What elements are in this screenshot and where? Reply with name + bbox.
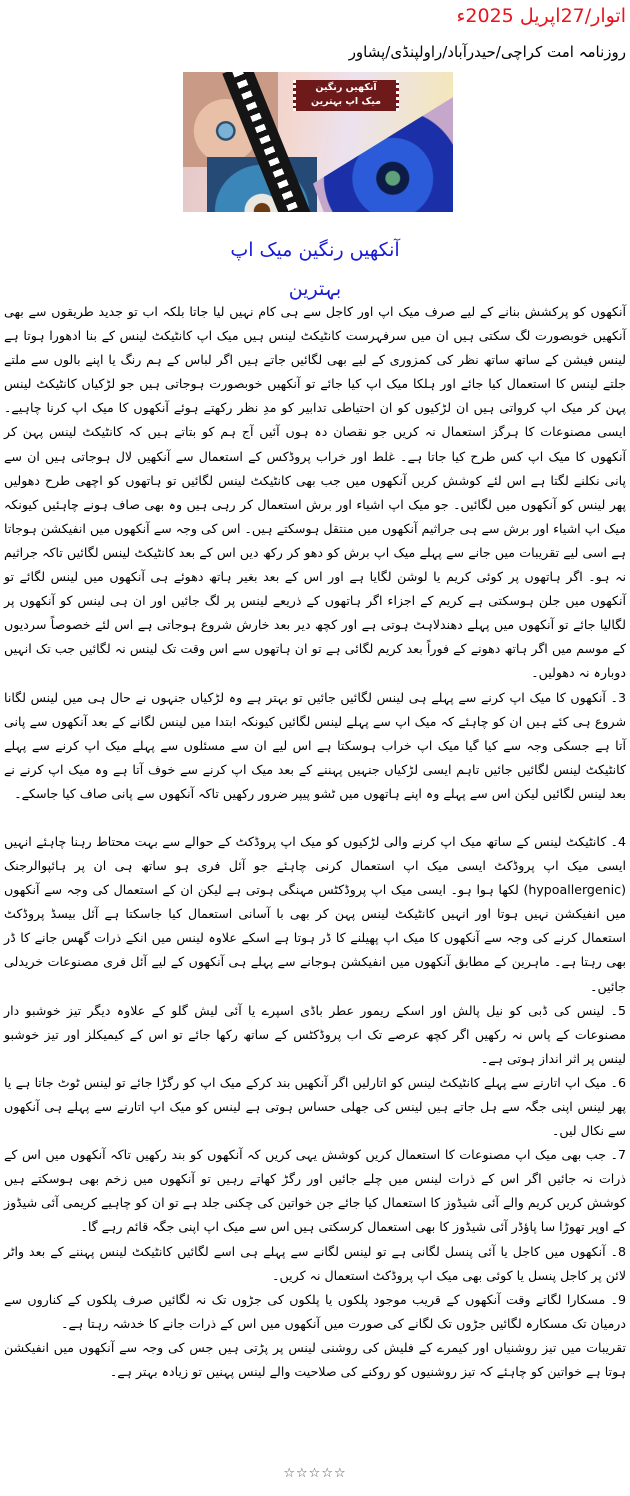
hero-badge-line-2: میک اپ بہترین — [311, 96, 381, 107]
paragraph-7: 7۔ جب بھی میک اپ مصنوعات کا استعمال کریں کوشش یہی کریں کہ آنکھوں کو بند رکھیں تاکہ آنکھوں میں اس کے ذرات نہ جائیں اگر اس کے ذرات لینس میں چلے جائیں اور رگڑ کھاتے رہیں تو آنکھوں میں زخم بھی ہوسکتے ہیں کوشش کریں کریم والے آئی شیڈوز کا استعمال کیا جائے جن خواتین کی چکنی جلد ہے تو ان کو چاہیے کریمی آئی شیڈوز کے اوپر تھوڑا سا پاؤڈر آئی شیڈوز کا بھی استعمال کرسکتی ہیں اس سے میک اپ اپنی جگہ قائم رہے گا۔ — [4, 1147, 626, 1235]
hero-badge — [293, 80, 399, 111]
paragraph-6: 6۔ میک اپ اتارنے سے پہلے کانٹیکٹ لینس کو اتارلیں اگر آنکھیں بند کرکے میک اپ کو رگڑا جائے تو لینس ٹوٹ جاتا ہے یا پھر لینس اپنی جگہ سے ہل جاتے ہیں لینس کی جھلی حساس ہوتی ہے لینس کو میک اپ اتارنے سے پہلے ہی آنکھوں سے نکال لیں۔ — [4, 1074, 626, 1139]
paragraph-spacer — [4, 806, 626, 830]
hero-badge-line-1: آنکھیں رنگین — [315, 82, 377, 93]
article-subtitle: بہترین — [288, 278, 342, 300]
paragraph-4: 4۔ کانٹیکٹ لینس کے ساتھ میک اپ کرنے والی لڑکیوں کو میک اپ پروڈکٹ کے حوالے سے بہت محتاط رہنا چاہئے انہیں ایسی میک اپ پروڈکٹ ایسی میک اپ استعمال کرنی چاہئے جو آئل فری ہو ساتھ ہی ان پر ہائپوالرجنک (hypoallergenic) لکھا ہوا ہو۔ ایسی میک اپ پروڈکٹس مہنگی ہوتی ہے لیکن ان کے استعمال کی وجہ سے آنکھوں میں انفیکشن نہیں ہوتا اور انہیں کانٹیکٹ لینس پہن کر بھی با آسانی استعمال کیا جاسکتا ہے آئل بیسڈ پروڈکٹ استعمال کرنے کی وجہ سے آنکھوں کا میک اپ پھیلنے کا ڈر ہوتا ہے اسکے علاوہ لینس میں انکے ذرات گھس جانے کا ڈر بھی رہتا ہے۔ ماہرین کے مطابق آنکھوں میں انفیکشن ہوجانے سے پہلے ہی آنکھوں کے لیے آئل فری مصنوعات خریدلی جائیں۔ — [4, 833, 626, 994]
end-of-article-stars: ☆☆☆☆☆ — [283, 1466, 347, 1481]
paragraph-3: 3۔ آنکھوں کا میک اپ کرنے سے پہلے ہی لینس لگائیں جائیں تو بہتر ہے وہ لڑکیاں جنہوں نے حال ہی میں لینس لگانا شروع ہی کئے ہیں ان کو چاہئے کہ میک اپ سے پہلے لینس لگائیں کیونکہ ابتدا میں لینس لگانے کے بعد آنکھوں سے پانی آتا ہے جسکی وجہ سے کیا گیا میک اپ خراب ہوسکتا ہے اس لیے ان سے مسئلوں سے پہلے میک اپ کرنے سے پہلے کانٹیکٹ لینس لگائیں جائیں تاہم ایسی لڑکیاں جنہیں پہننے کے بعد میک اپ کرنے سے خوف آتا ہے وہ میک اپ کرنے نے بعد لینس لگائیں لیکن اس سے پہلے وہ اپنے ہاتھوں میں ٹشو پیپر ضرور رکھیں تاکہ آنکھوں سے پانی صاف کیا جاسکے۔ — [4, 689, 626, 801]
publication-date: اتوار/27اپریل 2025ء — [456, 5, 626, 27]
newspaper-source: روزنامہ امت کراچی/حیدرآباد/راولپنڈی/پشاور — [348, 43, 626, 61]
article-body — [4, 300, 626, 1384]
paragraph-8: 8۔ آنکھوں میں کاجل یا آئی پنسل لگانی ہے تو لینس لگانے سے پہلے ہی اسے لگائیں کانٹیکٹ لینس پہننے کے بعد واٹر لائن پر کاجل پنسل یا کوئی بھی میک اپ پروڈکٹ استعمال نہ کریں۔ — [4, 1243, 626, 1283]
paragraph-9: 9۔ مسکارا لگاتے وقت آنکھوں کے قریب موجود پلکوں یا پلکوں کی جڑوں تک نہ لگائیں صرف پلکوں کے کناروں سے درمیان تک مسکارہ لگائیں جڑوں تک لگانے کی صورت میں آنکھوں میں اس کے ذرات جانے کا خدشہ رہتا ہے۔ — [4, 1291, 626, 1331]
paragraph-5: 5۔ لینس کی ڈبی کو نیل پالش اور اسکے ریمور عطر باڈی اسپرے یا آئی لیش گلو کے علاوہ دیگر تیز خوشبو دار مصنوعات کے پاس نہ رکھیں اگر کچھ عرصے تک اب پروڈکٹس کے ساتھ رکھا جائے تو اس کے کیمیکلز اور تیز خوشبو لینس پر اثر انداز ہوتی ہے۔ — [4, 1002, 626, 1066]
hero-image — [183, 72, 453, 212]
paragraph-closing: تقریبات میں تیز روشنیاں اور کیمرے کے فلیش کی روشنی لینس پر پڑتی ہیں جس کی وجہ سے آنکھوں میں انفیکشن ہوتا ہے خواتین کو چاہئے کہ تیز روشنیوں کو روکنے کی صلاحیت والے لینس پہنیں تو زیادہ بہتر ہے۔ — [4, 1339, 626, 1380]
article-title: آنکھیں رنگین میک اپ — [230, 239, 400, 261]
paragraph-intro: آنکھوں کو پرکشش بنانے کے لیے صرف میک اپ اور کاجل سے ہی کام نہیں لیا جاتا بلکہ اب تو جدید طریقوں سے بھی آنکھیں خوبصورت لگ سکتی ہیں ان میں سرفہرست کانٹیکٹ لینس ہیں میک اپ کانٹیکٹ لینس کے بنا ادھورا ہوتا ہے لینس فیشن کے ساتھ ساتھ نظر کی کمزوری کے لیے بھی لگائیں جاتے ہیں اگر لباس کے ہم رنگ یا اپنے بالوں سے ملتے جلتے لینس کا استعمال کیا جائے اور ہلکا میک اپ کیا جائے تو آنکھیں خوبصورت ہوجاتی ہیں جو لڑکیاں کانٹیکٹ لینس پہن کر میک اپ کرواتی ہیں ان لڑکیوں کو ان احتیاطی تدابیر کو مدِ نظر رکھتے ہوئے آنکھوں کا میک اپ کرنا چاہیے۔ ایسی مصنوعات کا ہرگز استعمال نہ کریں جو نقصان دہ ہوں آئیں آج ہم کو بتاتے ہیں کہ کانٹیکٹ لینس پہن کر آنکھوں کا میک اپ کس طرح کیا جاتا ہے۔ غلط اور خراب پروڈکس کے استعمال سے آنکھیں لال ہوجاتی ہیں ان سے پانی نکلنے لگتا ہے اس لئے کوشش کریں آنکھوں میں جب بھی کانٹیکٹ لینس لگائیں تو ہاتھوں کو اچھی طرح دھولیں پھر لینس کو آنکھوں میں لگائیں۔ جو میک اپ اشیاء اور برش استعمال کر رہی ہیں وہ بھی صاف ہونے چاہئیں کیونکہ میک اپ اشیاء اور برش سے ہی جراثیم آنکھوں میں منتقل ہوسکتے ہیں۔ اس کی وجہ سے آنکھوں میں انفیکشن ہوجاتا ہے اسی لیے تقریبات میں جانے سے پہلے میک اپ برش کو دھو کر رکھ دیں اس کے بعد کانٹیکٹ لینس لگائیں تاکہ جراثیم نہ ہو۔ اگر ہاتھوں پر کوئی کریم یا لوشن لگایا ہے اور اس کے بعد بغیر ہاتھ دھوئے ہی آنکھوں میں لینس لگائے تو آنکھوں میں جلن ہوسکتی ہے کریم کے اجزاء اگر ہاتھوں کے ذریعے لینس پر لگ جائیں اور ان ہی لینس کو آنکھوں پر لگالیا جائے تو آنکھوں میں پہلے دھندلاہٹ ہوتی ہے اور کچھ دیر بعد خارش شروع ہوجاتی ہے اس لئے خصوصاً سردیوں کے موسم میں اگر ہاتھ دھونے کے فوراً بعد کریم لگائی ہے تو ان ہاتھوں سے اس وقت تک لینس نہ لگائیں جب تک انہیں دوبارہ نہ دھولیں۔ — [4, 304, 626, 681]
